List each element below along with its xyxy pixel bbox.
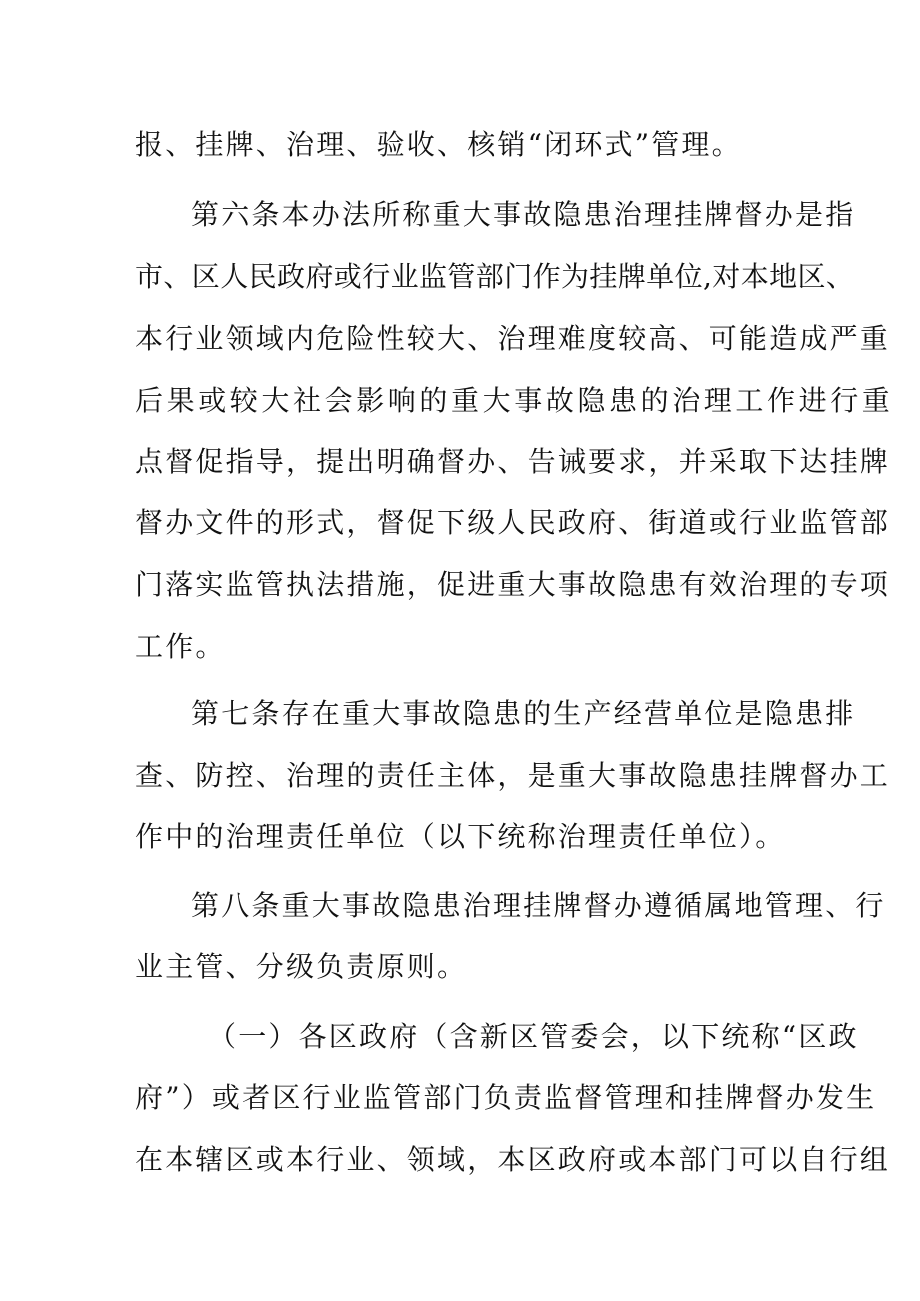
text-line: 报、挂牌、治理、验收、核销“闭环式”管理。	[135, 128, 742, 161]
text-line: 业主管、分级负责原则。	[135, 950, 468, 983]
text-line: 市、区人民政府或行业监管部门作为挂牌单位,对本地区、	[135, 260, 855, 293]
text-line: 督办文件的形式，督促下级人民政府、街道或行业监管部	[135, 506, 891, 539]
text-line: 在本辖区或本行业、领域，本区政府或本部门可以自行组	[135, 1143, 891, 1176]
text-line: 本行业领域内危险性较大、治理难度较高、可能造成严重	[135, 322, 891, 355]
text-line: 工作。	[135, 630, 226, 663]
text-line: 查、防控、治理的责任主体，是重大事故隐患挂牌督办工	[135, 759, 891, 792]
text-line: 作中的治理责任单位（以下统称治理责任单位）。	[135, 820, 786, 853]
paragraph-first-line: （一）各区政府（含新区管委会，以下统称“区政	[208, 1020, 859, 1053]
text-line: 后果或较大社会影响的重大事故隐患的治理工作进行重	[135, 384, 894, 417]
paragraph-first-line: 第六条本办法所称重大事故隐患治理挂牌督办是指	[191, 198, 856, 231]
paragraph-first-line: 第八条重大事故隐患治理挂牌督办遵循属地管理、行	[191, 889, 886, 922]
paragraph-first-line: 第七条存在重大事故隐患的生产经营单位是隐患排	[191, 697, 856, 730]
text-line: 府”）或者区行业监管部门负责监督管理和挂牌督办发生	[135, 1081, 877, 1114]
text-line: 点督促指导，提出明确督办、告诫要求，并采取下达挂牌	[135, 445, 891, 478]
text-line: 门落实监管执法措施，促进重大事故隐患有效治理的专项	[135, 568, 891, 601]
